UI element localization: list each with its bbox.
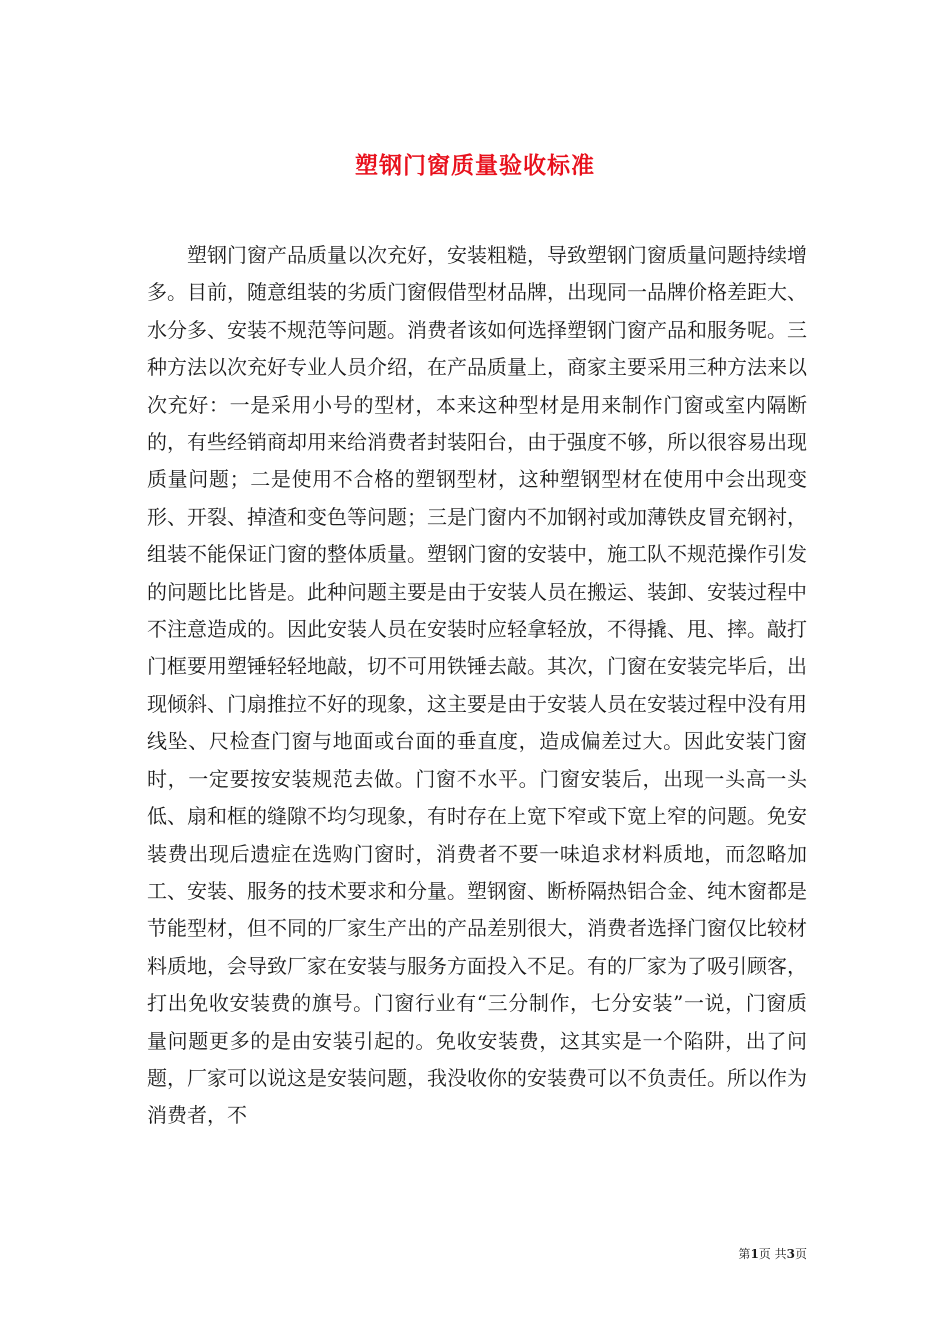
current-page-number: 1 [750, 1247, 759, 1261]
page-footer [738, 1245, 807, 1262]
total-pages-number: 3 [786, 1247, 795, 1261]
footer-prefix: 第 [738, 1247, 751, 1261]
footer-middle: 页 共 [758, 1247, 787, 1261]
body-paragraph: 塑钢门窗产品质量以次充好，安装粗糙，导致塑钢门窗质量问题持续增多。目前，随意组装的劣质门窗假借型材品牌，出现同一品牌价格差距大、水分多、安装不规范等问题。消费者该如何选择塑钢门窗产品和服务呢。三种方法以次充好专业人员介绍，在产品质量上，商家主要采用三种方法来以次充好：一是采用小号的型材，本来这种型材是用来制作门窗或室内隔断的，有些经销商却用来给消费者封装阳台，由于强度不够，所以很容易出现质量问题；二是使用不合格的塑钢型材，这种塑钢型材在使用中会出现变形、开裂、掉渣和变色等问题；三是门窗内不加钢衬或加薄铁皮冒充钢衬，组装不能保证门窗的整体质量。塑钢门窗的安装中，施工队不规范操作引发的问题比比皆是。此种问题主要是由于安装人员在搬运、装卸、安装过程中不注意造成的。因此安装人员在安装时应轻拿轻放，不得撬、甩、摔。敲打门框要用塑锤轻轻地敲，切不可用铁锤去敲。其次，门窗在安装完毕后，出现倾斜、门扇推拉不好的现象，这主要是由于安装人员在安装过程中没有用线坠、尺检查门窗与地面或台面的垂直度，造成偏差过大。因此安装门窗时，一定要按安装规范去做。门窗不水平。门窗安装后，出现一头高一头低、扇和框的缝隙不均匀现象，有时存在上宽下窄或下宽上窄的问题。免安装费出现后遗症在选购门窗时，消费者不要一味追求材料质地，而忽略加工、安装、服务的技术要求和分量。塑钢窗、断桥隔热铝合金、纯木窗都是节能型材，但不同的厂家生产出的产品差别很大，消费者选择门窗仅比较材料质地，会导致厂家在安装与服务方面投入不足。有的厂家为了吸引顾客，打出免收安装费的旗号。门窗行业有“三分制作，七分安装”一说，门窗质量问题更多的是由安装引起的。免收安装费，这其实是一个陷阱，出了问题，厂家可以说这是安装问题，我没收你的安装费可以不负责任。所以作为消费者，不 [147, 243, 807, 1128]
page-title: 塑钢门窗质量验收标准 [355, 152, 595, 180]
footer-suffix: 页 [794, 1247, 807, 1261]
